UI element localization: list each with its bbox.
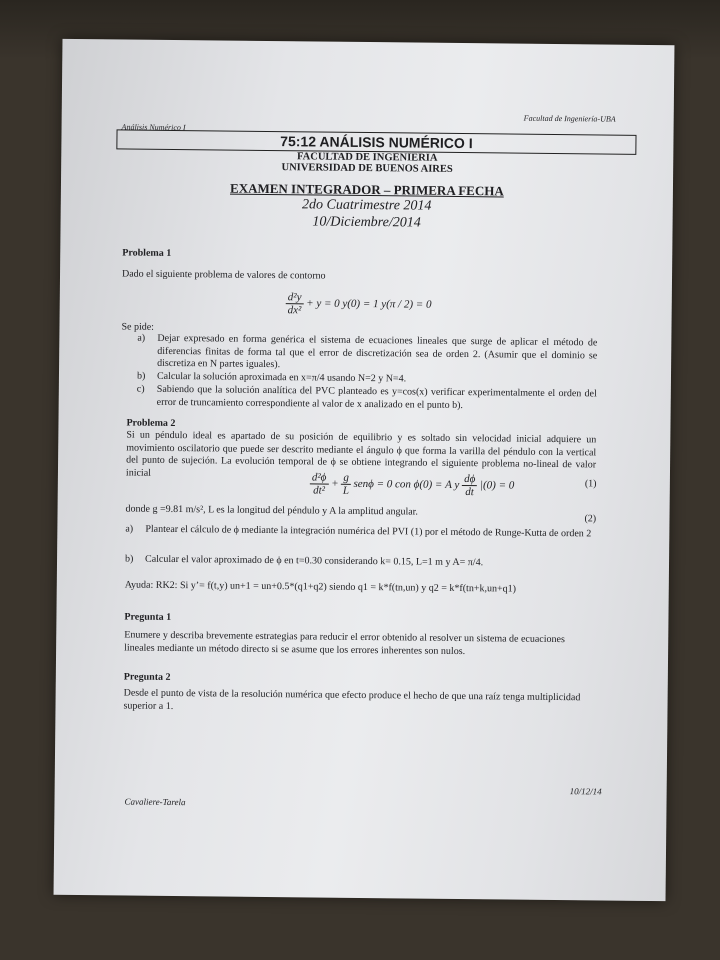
problem-1-intro: Dado el siguiente problema de valores de contorno [121,268,326,282]
item-text: Calcular la solución aproximada en x=π/4 usando N=2 y N=4. [156,370,407,385]
question-1-text: Enumere y describa brevemente estrategias para reducir el error obtenido al resolver un sistema de ecuaciones lineales mediante un método directo si se asume que los errores inherentes son nulos. [124,629,565,657]
problem-2-equation: $\frac{\text{d²ϕ}}{\text{dt²}}$ + $\frac{g}{L}$ senϕ = 0 con ϕ(0) = A y $\frac{d\phi}{dt}$ |(0) = 0 [310,471,515,498]
problem-1-item-c [137,384,597,414]
exam-date: 10/Diciembre/2014 [312,214,421,231]
item-label: b) [136,370,146,382]
eq-rest: + y = 0 y(0) = 1 y(π / 2) = 0 [306,297,432,311]
item-text: Dejar expresado en forma genérica el sistema de ecuaciones lineales que surge de aplicar el método de diferencias finitas de forma tal que el error de discretización sea de orden 2. (Asumir que el dominio se discretiza en N partes iguales). [157,332,598,371]
eq-numerator: d²ϕ [310,471,329,484]
problem-1-heading: Problema 1 [122,247,172,259]
eq-denominator: L [342,484,350,497]
problem-2-item-a [125,524,595,541]
equation-label-2: (2) [584,513,597,525]
rk2-help: Ayuda: RK2: Si y’= f(t,y) un+1 = un+0.5*(q1+q2) siendo q1 = k*f(tn,un) y q2 = k*f(tn+k,un+q1) [124,579,517,595]
item-text: Plantear el cálculo de ϕ mediante la integración numérica del PVI (1) por el método de Runge-Kutta de orden 2 [145,523,592,540]
exam-term: 2do Cuatrimestre 2014 [302,197,432,214]
question-1-heading: Pregunta 1 [124,611,172,623]
eq-middle: senϕ = 0 con ϕ(0) = A y [353,477,460,492]
exam-name: EXAMEN INTEGRADOR – PRIMERA FECHA [229,180,504,199]
eq-numerator: g [341,472,351,485]
university-name: UNIVERSIDAD DE BUENOS AIRES [281,162,453,175]
item-text: Calcular el valor aproximado de ϕ en t=0.30 considerando k= 0.15, L=1 m y A= π/4. [144,553,484,569]
item-label: a) [137,332,146,344]
header-course: Análisis Numérico I [121,122,186,133]
eq-numerator: dϕ [462,473,477,486]
equation-label-1: (1) [584,478,597,490]
eq-end: |(0) = 0 [479,479,515,492]
exam-sheet [54,39,675,901]
eq-numerator: d²y [286,291,304,304]
item-label: a) [125,523,134,535]
problem-2-where: donde g =9.81 m/s², L es la longitud del péndulo y A la amplitud angular. [125,503,419,518]
eq-denominator: dx² [287,304,302,317]
header-faculty: Facultad de Ingeniería-UBA [523,113,616,124]
se-pide: Se pide: [121,321,155,333]
footer-date: 10/12/14 [569,786,602,797]
item-label: c) [136,383,145,395]
question-2-heading: Pregunta 2 [123,671,171,683]
problem-2-intro: Si un péndulo ideal es apartado de su posición de equilibrio y es soltado sin velocidad inicial adquiere un movimiento oscilatorio que puede ser descrito mediante el ángulo ϕ que forma la varilla del péndulo con la vertical del punto de sujeción. La evolución temporal de ϕ se obtiene integrando el siguiente problema no-lineal de valor inicial [125,429,597,479]
eq-denominator: dt [465,486,474,499]
item-text: Sabiendo que la solución analítica del PVC planteado es y=cos(x) verificar experimentalmente el orden del error de truncamiento correspondiente al valor de x analizado en el punto b). [156,383,597,411]
problem-1-item-a [137,333,597,375]
footer-authors: Cavaliere-Tarela [124,796,186,808]
item-label: b) [124,553,134,565]
problem-2-heading: Problema 2 [126,417,176,430]
problem-1-equation [286,291,432,318]
eq-denominator: dt² [313,484,326,497]
problem-2-item-b [125,554,595,571]
exam-title: 75:12 ANÁLISIS NUMÉRICO I [280,133,473,152]
question-2-text: Desde el punto de vista de la resolución numérica que efecto produce el hecho de que una raíz tenga multiplicidad superior a 1. [123,687,581,712]
faculty-name: FACULTAD DE INGENIERIA [296,151,438,164]
